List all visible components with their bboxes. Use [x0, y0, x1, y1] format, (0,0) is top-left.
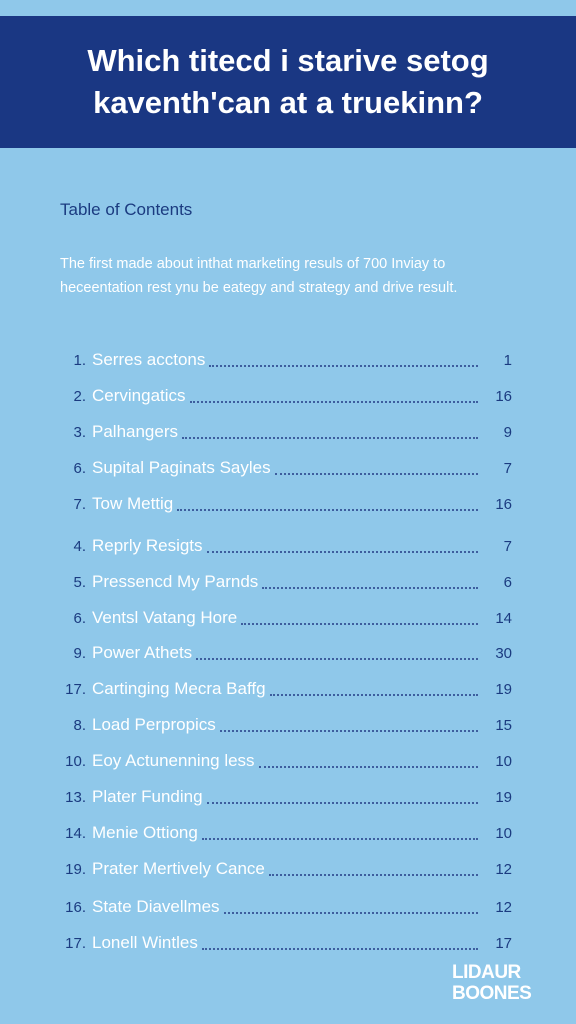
- toc-item-number: 10.: [65, 752, 86, 770]
- intro-line-2: heceentation rest ynu be eategy and strategy and drive result.: [60, 280, 458, 296]
- toc-item-number: 8.: [73, 716, 86, 734]
- toc-item-page: 19: [495, 788, 512, 806]
- toc-item-label: State Diavellmes: [92, 897, 220, 916]
- toc-item[interactable]: [58, 414, 512, 450]
- toc-item-page: 30: [495, 644, 512, 662]
- toc-item-page: 16: [495, 495, 512, 513]
- dot-leader: [202, 837, 478, 840]
- toc-item-label: Lonell Wintles: [92, 933, 198, 952]
- page-title: Which titecd i starive setog kaventh'can at a truekinn?: [87, 43, 489, 120]
- toc-item-label: Cartinging Mecra Baffg: [92, 679, 266, 698]
- toc-item-number: 6.: [73, 609, 86, 627]
- toc-item[interactable]: [58, 925, 512, 961]
- toc-item-number: 5.: [73, 573, 86, 591]
- dot-leader: [177, 508, 478, 511]
- toc-item[interactable]: [58, 851, 512, 887]
- dot-leader: [182, 436, 478, 439]
- toc-item-label: Power Athets: [92, 643, 193, 662]
- intro-paragraph: [60, 252, 530, 300]
- dot-leader: [270, 693, 478, 696]
- toc-item[interactable]: [58, 671, 512, 707]
- toc-item-number: 6.: [73, 459, 86, 477]
- toc-item-number: 2.: [73, 387, 86, 405]
- toc-item-number: 1.: [73, 351, 86, 369]
- toc-item-page: 7: [503, 537, 512, 555]
- logo-line-1: LIDAUR: [452, 962, 521, 983]
- toc-item-number: 14.: [65, 824, 86, 842]
- toc-item-label: Eoy Actunenning less: [92, 751, 255, 770]
- toc-item-label: Serres acctons: [92, 350, 206, 369]
- toc-item-label: Menie Ottiong: [92, 823, 198, 842]
- toc-item[interactable]: [58, 450, 512, 486]
- toc-item[interactable]: [58, 743, 512, 779]
- toc-item[interactable]: [58, 564, 512, 600]
- toc-item-label: Pressencd My Parnds: [92, 572, 259, 591]
- dot-leader: [202, 947, 478, 950]
- toc-item-label: Plater Funding: [92, 787, 203, 806]
- dot-leader: [262, 586, 478, 589]
- toc-item[interactable]: [58, 378, 512, 414]
- brand-logo: [452, 962, 564, 1004]
- toc-item-page: 19: [495, 680, 512, 698]
- toc-item[interactable]: [58, 600, 512, 636]
- toc-item-number: 13.: [65, 788, 86, 806]
- dot-leader: [209, 364, 478, 367]
- toc-item-number: 17.: [65, 680, 86, 698]
- logo-line-2: BOONES: [452, 983, 532, 1004]
- toc-item-label: Reprly Resigts: [92, 536, 203, 555]
- toc-item-number: 19.: [65, 860, 86, 878]
- toc-item-number: 9.: [73, 644, 86, 662]
- toc-item[interactable]: [58, 889, 512, 925]
- toc-item-label: Tow Mettig: [92, 494, 174, 513]
- dot-leader: [259, 765, 478, 768]
- dot-leader: [196, 657, 478, 660]
- dot-leader: [220, 729, 478, 732]
- dot-leader: [207, 801, 478, 804]
- toc-item[interactable]: [58, 528, 512, 564]
- toc-item[interactable]: [58, 707, 512, 743]
- dot-leader: [269, 873, 478, 876]
- dot-leader: [224, 911, 478, 914]
- toc-item-label: Ventsl Vatang Hore: [92, 608, 238, 627]
- toc-item[interactable]: [58, 815, 512, 851]
- toc-item-page: 17: [495, 934, 512, 952]
- toc-item-number: 7.: [73, 495, 86, 513]
- toc-item-page: 15: [495, 716, 512, 734]
- toc-item[interactable]: [58, 779, 512, 815]
- toc-item[interactable]: [58, 635, 512, 671]
- dot-leader: [207, 550, 478, 553]
- toc-item[interactable]: [58, 486, 512, 522]
- dot-leader: [241, 622, 478, 625]
- toc-item-page: 10: [495, 824, 512, 842]
- dot-leader: [190, 400, 478, 403]
- toc-item-label: Load Perpropics: [92, 715, 216, 734]
- toc-item-page: 7: [503, 459, 512, 477]
- toc-item-page: 10: [495, 752, 512, 770]
- toc-item-page: 6: [503, 573, 512, 591]
- toc-item-number: 17.: [65, 934, 86, 952]
- toc-item-label: Supital Paginats Sayles: [92, 458, 271, 477]
- toc-item-page: 12: [495, 860, 512, 878]
- toc-item-label: Prater Mertively Cance: [92, 859, 265, 878]
- toc-item-number: 16.: [65, 898, 86, 916]
- header-banner: [0, 16, 576, 148]
- toc-item-page: 9: [503, 423, 512, 441]
- toc-item-page: 1: [503, 351, 512, 369]
- dot-leader: [275, 472, 478, 475]
- toc-item-number: 3.: [73, 423, 86, 441]
- toc-item-label: Palhangers: [92, 422, 179, 441]
- toc-item-number: 4.: [73, 537, 86, 555]
- toc-item-page: 12: [495, 898, 512, 916]
- toc-item[interactable]: [58, 342, 512, 378]
- toc-item-page: 14: [495, 609, 512, 627]
- toc-heading: Table of Contents: [60, 200, 193, 219]
- intro-line-1: The first made about inthat marketing resuls of 700 Inviay to: [60, 256, 446, 272]
- toc-item-page: 16: [495, 387, 512, 405]
- toc-item-label: Cervingatics: [92, 386, 186, 405]
